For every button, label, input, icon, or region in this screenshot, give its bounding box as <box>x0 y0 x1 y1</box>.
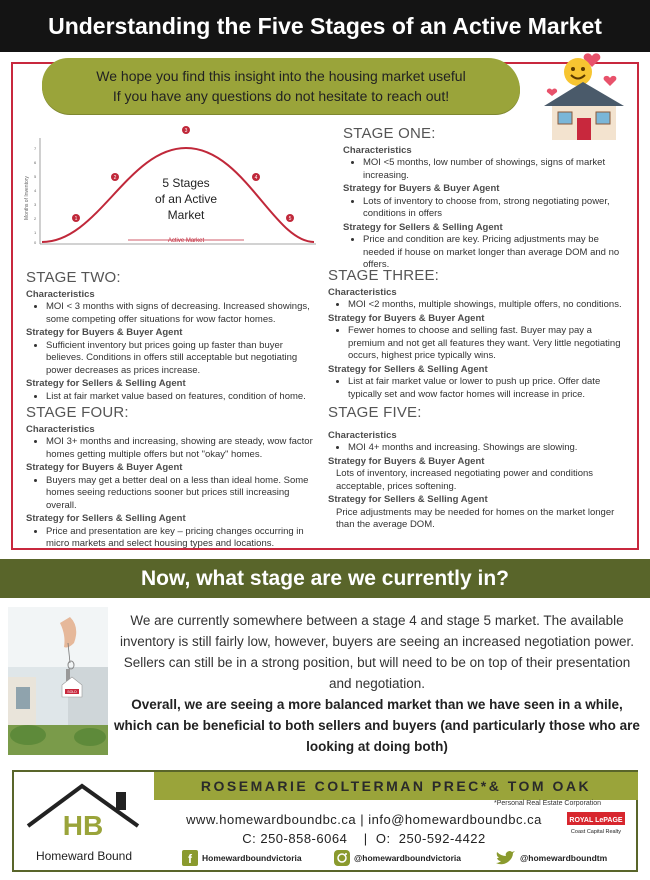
facebook-icon <box>182 850 198 866</box>
stage-two-char: • MOI < 3 months with signs of decreasing. Increased showings, some competing offer situations for wow factor homes. <box>46 301 316 326</box>
intro-line-1: We hope you find this insight into the housing market useful <box>96 68 466 84</box>
stage-four-char-label: Characteristics <box>26 423 95 435</box>
stage-five-sellers-label: Strategy for Sellers & Selling Agent <box>328 494 488 505</box>
curve-title-line-3: Market <box>167 208 205 222</box>
stage-three-buyers: • Fewer homes to choose and selling fast. Buyer may pay a premium and not get all features they want. Very little negotiating occurs, highest price typically wins. <box>348 325 624 363</box>
web-email[interactable]: www.homewardboundbc.ca | info@homewardboundbc.ca <box>186 812 542 827</box>
stage-three-title: STAGE THREE: <box>328 267 440 284</box>
stage-five-section <box>328 404 628 533</box>
tick-label: 1 <box>34 230 37 235</box>
current-stage-bold: Overall, we are seeing a more balanced market than we have seen in a while, which can be beneficial to both sellers and buyers (and particularly those who are looking at doing both) <box>114 697 640 754</box>
hand-holding-keys-photo <box>8 607 108 755</box>
page-title: Understanding the Five Stages of an Active Market <box>48 12 602 39</box>
stage-five-title: STAGE FIVE: <box>328 404 422 421</box>
stage-three-char: • MOI <2 months, multiple showings, multiple offers, no conditions. <box>348 299 624 312</box>
twitter-link[interactable]: @homewardboundtm <box>494 850 607 866</box>
stage-two-char-label: Characteristics <box>26 288 95 300</box>
current-stage-text <box>112 610 642 757</box>
stage-one-sellers: • Price and condition are key. Pricing adjustments may be needed if house on market longer than average DOM and no offers. <box>363 234 631 272</box>
stage-five-buyers-label: Strategy for Buyers & Buyer Agent <box>328 455 485 467</box>
five-stages-curve-diagram <box>18 120 318 260</box>
svg-text:ROYAL LePAGE: ROYAL LePAGE <box>569 817 623 824</box>
question-title: Now, what stage are we currently in? <box>141 566 509 590</box>
intro-line-2: If you have any questions do not hesitate to reach out! <box>112 88 450 104</box>
stage-one-section <box>343 125 631 273</box>
y-axis-label: Months of Inventory <box>24 176 30 220</box>
svg-text:2: 2 <box>113 175 117 181</box>
tick-label: 7 <box>34 146 37 151</box>
heart-icon <box>547 89 557 96</box>
svg-text:1: 1 <box>74 216 78 222</box>
tick-label: 4 <box>34 188 37 193</box>
intro-banner <box>42 58 520 114</box>
svg-text:3: 3 <box>184 128 188 134</box>
stage-four-sellers-label: Strategy for Sellers & Selling Agent <box>26 513 186 524</box>
stage-five-char: • MOI 4+ months and increasing. Showings are slowing. <box>348 442 628 455</box>
current-stage-normal: We are currently somewhere between a stage 4 and stage 5 market. The available inventory is still fairly low, however, buyers are seeing an increased negotiation power. Sellers can still be in a strong position, but will need to be on top of their presentation and negotiation. <box>119 613 635 691</box>
instagram-link[interactable]: @homewardboundvictoria <box>334 850 461 866</box>
x-axis-label: Active Market <box>167 238 205 244</box>
stage-four-sellers: • Price and presentation are key – pricing changes occurring in micro markets and select housing types and locations. <box>46 526 316 551</box>
stage-two-buyers-label: Strategy for Buyers & Buyer Agent <box>26 327 183 338</box>
tick-label: 6 <box>34 160 37 165</box>
svg-text:Coast Capital Realty: Coast Capital Realty <box>570 829 622 835</box>
stage-two-sellers-label: Strategy for Sellers & Selling Agent <box>26 378 186 389</box>
twitter-icon <box>494 850 516 866</box>
question-banner <box>0 559 650 598</box>
stage-two-section <box>26 269 316 404</box>
sold-sign: SOLD <box>67 690 77 694</box>
logo-letters: HB <box>62 810 104 841</box>
stage-one-char-label: Characteristics <box>343 144 412 156</box>
stage-four-section <box>26 404 316 552</box>
stage-one-char: • MOI <5 months, low number of showings, signs of market increasing. <box>363 157 631 182</box>
tick-label: 3 <box>34 202 37 207</box>
stage-five-sellers: Price adjustments may be needed for homes on the market longer than the average DOM. <box>336 506 615 530</box>
stage-four-char: • MOI 3+ months and increasing, showing are steady, wow factor homes getting multiple offers but not "okay" homes. <box>46 436 316 461</box>
royal-lepage-logo <box>567 812 625 846</box>
stage-four-title: STAGE FOUR: <box>26 404 129 421</box>
tick-label: 5 <box>34 174 37 179</box>
agent-footer <box>12 770 638 872</box>
stage-three-char-label: Characteristics <box>328 286 397 298</box>
stage-two-buyers: • Sufficient inventory but prices going up faster than buyer believes. Conditions in offers still acceptable but negotiating power decreases as prices increase. <box>46 340 316 378</box>
curve-title-line-1: 5 Stages <box>162 176 210 190</box>
tick-label: 2 <box>34 216 37 221</box>
stage-one-title: STAGE ONE: <box>343 125 436 142</box>
page-header <box>0 0 650 52</box>
phone-numbers[interactable]: C: 250-858-6064 | O: 250-592-4422 <box>242 831 486 846</box>
facebook-link[interactable]: f Homewardboundvictoria <box>182 850 302 866</box>
stage-four-buyers: • Buyers may get a better deal on a less than ideal home. Some homes seeing reductions sooner but prices still increasing overall. <box>46 475 316 513</box>
svg-text:4: 4 <box>254 175 258 181</box>
stage-one-buyers: • Lots of inventory to choose from, strong negotiating power, conditions in offers <box>363 196 631 221</box>
stage-two-sellers: • List at fair market value based on features, condition of home. <box>46 391 316 404</box>
prec-note: *Personal Real Estate Corporation <box>494 800 602 807</box>
stage-three-section <box>328 267 624 402</box>
agent-names: ROSEMARIE COLTERMAN PREC*& TOM OAK <box>154 772 638 800</box>
stage-three-buyers-label: Strategy for Buyers & Buyer Agent <box>328 312 485 324</box>
stage-four-buyers-label: Strategy for Buyers & Buyer Agent <box>26 462 183 473</box>
tick-label: 0 <box>34 240 37 245</box>
contact-info <box>164 810 564 848</box>
homeward-bound-logo <box>20 780 150 868</box>
stage-two-title: STAGE TWO: <box>26 269 121 286</box>
smiley-face-icon <box>564 58 592 86</box>
stage-five-char-label: Characteristics <box>328 429 397 441</box>
curve-title-line-2: of an Active <box>154 192 218 206</box>
svg-text:5: 5 <box>288 216 292 222</box>
heart-icon <box>604 76 617 86</box>
stage-five-buyers: Lots of inventory, increased negotiating power and conditions acceptable, prices softening. <box>336 468 594 492</box>
stage-one-sellers-label: Strategy for Sellers & Selling Agent <box>343 221 503 233</box>
stage-three-sellers: • List at fair market value or lower to push up price. Offer date typically set and wow factor homes will increase in price. <box>348 376 624 401</box>
logo-name: Homeward Bound <box>35 849 133 863</box>
instagram-icon <box>334 850 350 866</box>
stage-three-sellers-label: Strategy for Sellers & Selling Agent <box>328 363 488 375</box>
stage-one-buyers-label: Strategy for Buyers & Buyer Agent <box>343 183 500 194</box>
svg-text:f: f <box>188 852 192 866</box>
